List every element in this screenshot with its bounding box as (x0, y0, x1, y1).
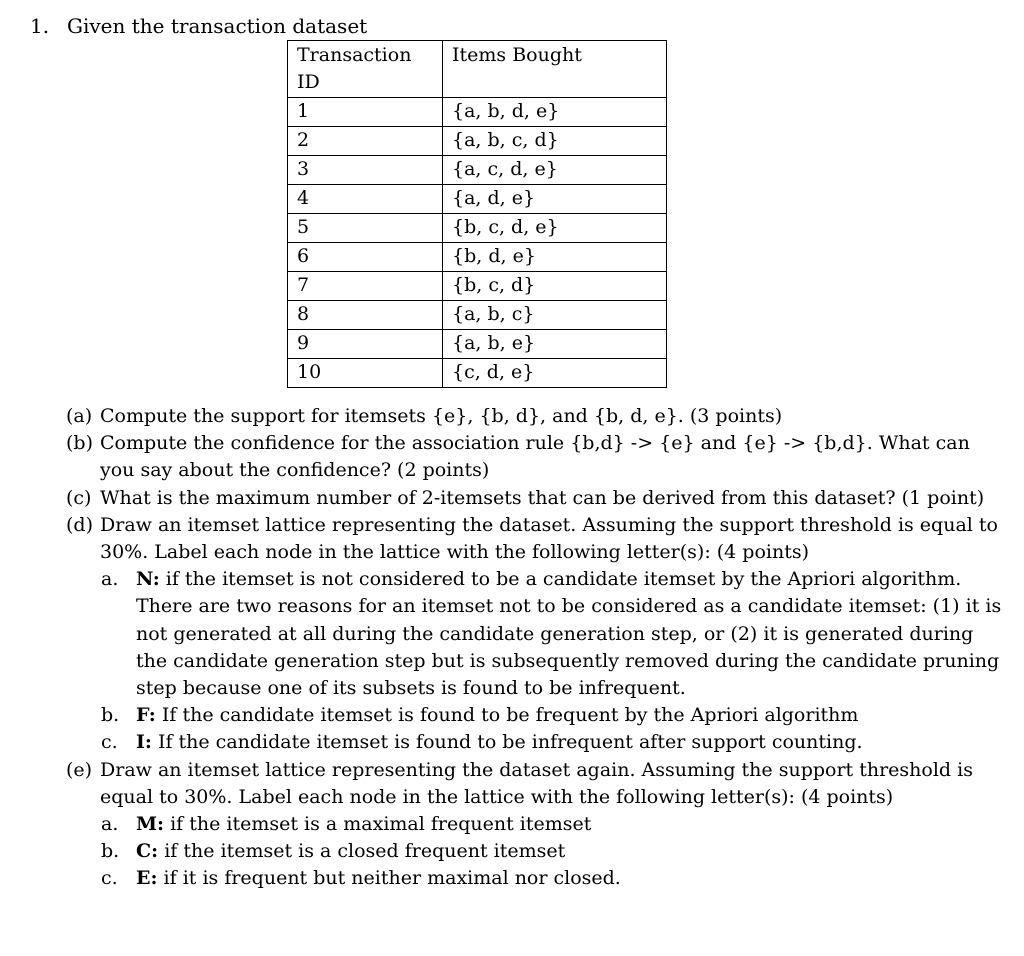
table-row (288, 214, 667, 243)
part-a (66, 403, 1006, 430)
item-label: c. (101, 731, 118, 754)
item-key: C: (136, 840, 159, 863)
item-label: b. (101, 704, 120, 727)
table-row (288, 359, 667, 388)
transaction-id-cell: 5 (288, 214, 443, 243)
header-items-bought: Items Bought (443, 41, 667, 98)
part-label: (d) (66, 513, 93, 536)
part-e-item-a (66, 811, 1006, 838)
part-text: What is the maximum number of 2-itemsets that can be derived from this dataset? (1 point) (100, 486, 985, 509)
item-key: M: (136, 813, 165, 836)
part-d-item-c (66, 729, 1006, 756)
part-b (66, 430, 1006, 484)
item-text: If the candidate itemset is found to be frequent by the Apriori algorithm (161, 704, 859, 727)
item-text: if the itemset is not considered to be a candidate itemset by the Apriori algorithm. There are two reasons for an itemset not to be considered as a candidate itemset: (1) it is not generated at all during the candidate generation step, or (2) it is generated during the candidate generation step but is subsequently removed during the candidate pruning step because one of its subsets is found to be infrequent. (136, 568, 1002, 700)
item-label: a. (101, 568, 119, 591)
table-row (288, 272, 667, 301)
transaction-id-cell: 2 (288, 127, 443, 156)
transaction-id-cell: 3 (288, 156, 443, 185)
part-label: (e) (66, 758, 93, 781)
part-d-item-a (66, 566, 1006, 702)
part-label: (b) (66, 432, 93, 455)
items-cell: {b, c, d} (443, 272, 667, 301)
items-cell: {a, c, d, e} (443, 156, 667, 185)
items-cell: {a, b, e} (443, 330, 667, 359)
item-text: if the itemset is a maximal frequent itemset (170, 813, 592, 836)
item-key: E: (136, 867, 158, 890)
question-parts (66, 403, 1006, 893)
table-row (288, 243, 667, 272)
part-text: Draw an itemset lattice representing the dataset again. Assuming the support threshold is equal to 30%. Label each node in the lattice with the following letter(s): (4 points) (100, 758, 973, 808)
part-text: Draw an itemset lattice representing the dataset. Assuming the support threshold is equal to 30%. Label each node in the lattice with the following letter(s): (4 points) (100, 513, 998, 564)
item-key: I: (136, 731, 152, 754)
table-row (288, 156, 667, 185)
table-row (288, 330, 667, 359)
question-title: Given the transaction dataset (67, 14, 368, 38)
item-key: F: (136, 704, 156, 727)
part-e (66, 757, 1006, 811)
table-row (288, 301, 667, 330)
part-text: Compute the confidence for the association rule {b,d} -> {e} and {e} -> {b,d}. What can you say about the confidence? (2 points) (100, 432, 970, 482)
table-header-row (288, 41, 667, 98)
part-label: (c) (66, 486, 92, 509)
items-cell: {a, b, d, e} (443, 98, 667, 127)
transaction-id-cell: 1 (288, 98, 443, 127)
transaction-table (287, 40, 667, 388)
header-transaction-id: Transaction ID (288, 41, 443, 98)
part-e-item-c (66, 865, 1006, 892)
items-cell: {b, c, d, e} (443, 214, 667, 243)
items-cell: {b, d, e} (443, 243, 667, 272)
transaction-id-cell: 8 (288, 301, 443, 330)
table-row (288, 185, 667, 214)
part-e-item-b (66, 838, 1006, 865)
transaction-id-cell: 10 (288, 359, 443, 388)
table-row (288, 127, 667, 156)
transaction-id-cell: 6 (288, 243, 443, 272)
question-heading (30, 14, 367, 38)
items-cell: {c, d, e} (443, 359, 667, 388)
part-label: (a) (66, 405, 93, 427)
items-cell: {a, d, e} (443, 185, 667, 214)
transaction-id-cell: 7 (288, 272, 443, 301)
items-cell: {a, b, c} (443, 301, 667, 330)
item-text: If the candidate itemset is found to be infrequent after support counting. (157, 731, 863, 754)
transaction-id-cell: 9 (288, 330, 443, 359)
item-label: b. (101, 840, 120, 863)
transaction-id-cell: 4 (288, 185, 443, 214)
part-text: Compute the support for itemsets {e}, {b, d}, and {b, d, e}. (3 points) (100, 405, 783, 427)
items-cell: {a, b, c, d} (443, 127, 667, 156)
item-label: a. (101, 813, 119, 836)
item-label: c. (101, 867, 118, 890)
item-text: if the itemset is a closed frequent itemset (164, 840, 566, 863)
question-number: 1. (30, 14, 50, 38)
part-d-item-b (66, 702, 1006, 729)
item-text: if it is frequent but neither maximal nor closed. (163, 867, 621, 890)
part-d (66, 512, 1006, 566)
part-c (66, 485, 1006, 512)
table-row (288, 98, 667, 127)
item-key: N: (136, 568, 160, 591)
